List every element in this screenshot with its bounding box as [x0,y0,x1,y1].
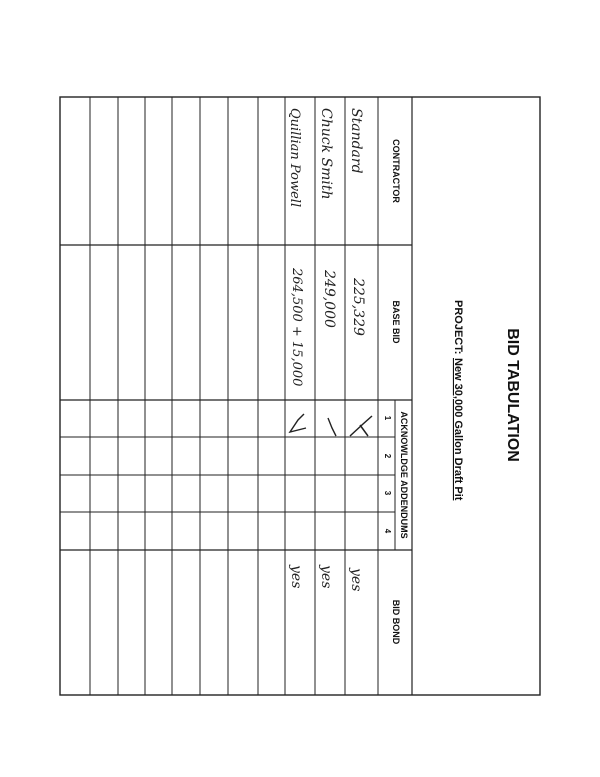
addendum-number-4: 4 [383,528,392,534]
table-row [348,108,372,591]
row-3-addendum-1-check [290,414,306,432]
table-row [287,108,306,588]
row-1-contractor: Standard [348,108,364,174]
row-3-contractor: Quillian Powell [287,108,302,208]
table-row [318,108,337,588]
row-3-bid-bond: yes [288,565,304,589]
row-2-contractor: Chuck Smith [318,108,334,200]
row-1-addendum-1-check [350,416,372,436]
header-bid-bond: BID BOND [391,599,401,645]
project-line [452,300,464,501]
row-3-base-bid: 264,500 + 15,000 [289,268,304,387]
header-contractor: CONTRACTOR [391,139,401,203]
row-1-base-bid: 225,329 [350,278,366,336]
row-2-bid-bond: yes [318,565,334,589]
project-name: New 30,000 Gallon Draft Pit [452,358,464,501]
header-base-bid: BASE BID [391,300,401,344]
addendum-number-3: 3 [383,490,392,496]
row-1-bid-bond: yes [348,568,364,592]
addendum-number-2: 2 [383,453,392,459]
row-2-addendum-1-check [328,418,336,436]
addendum-number-1: 1 [383,415,392,421]
row-2-base-bid: 249,000 [321,270,337,328]
page-title: BID TABULATION [504,328,521,462]
project-label: PROJECT: [452,300,464,355]
header-addenda: ACKNOWLDGE ADDENDUMS [399,411,409,539]
